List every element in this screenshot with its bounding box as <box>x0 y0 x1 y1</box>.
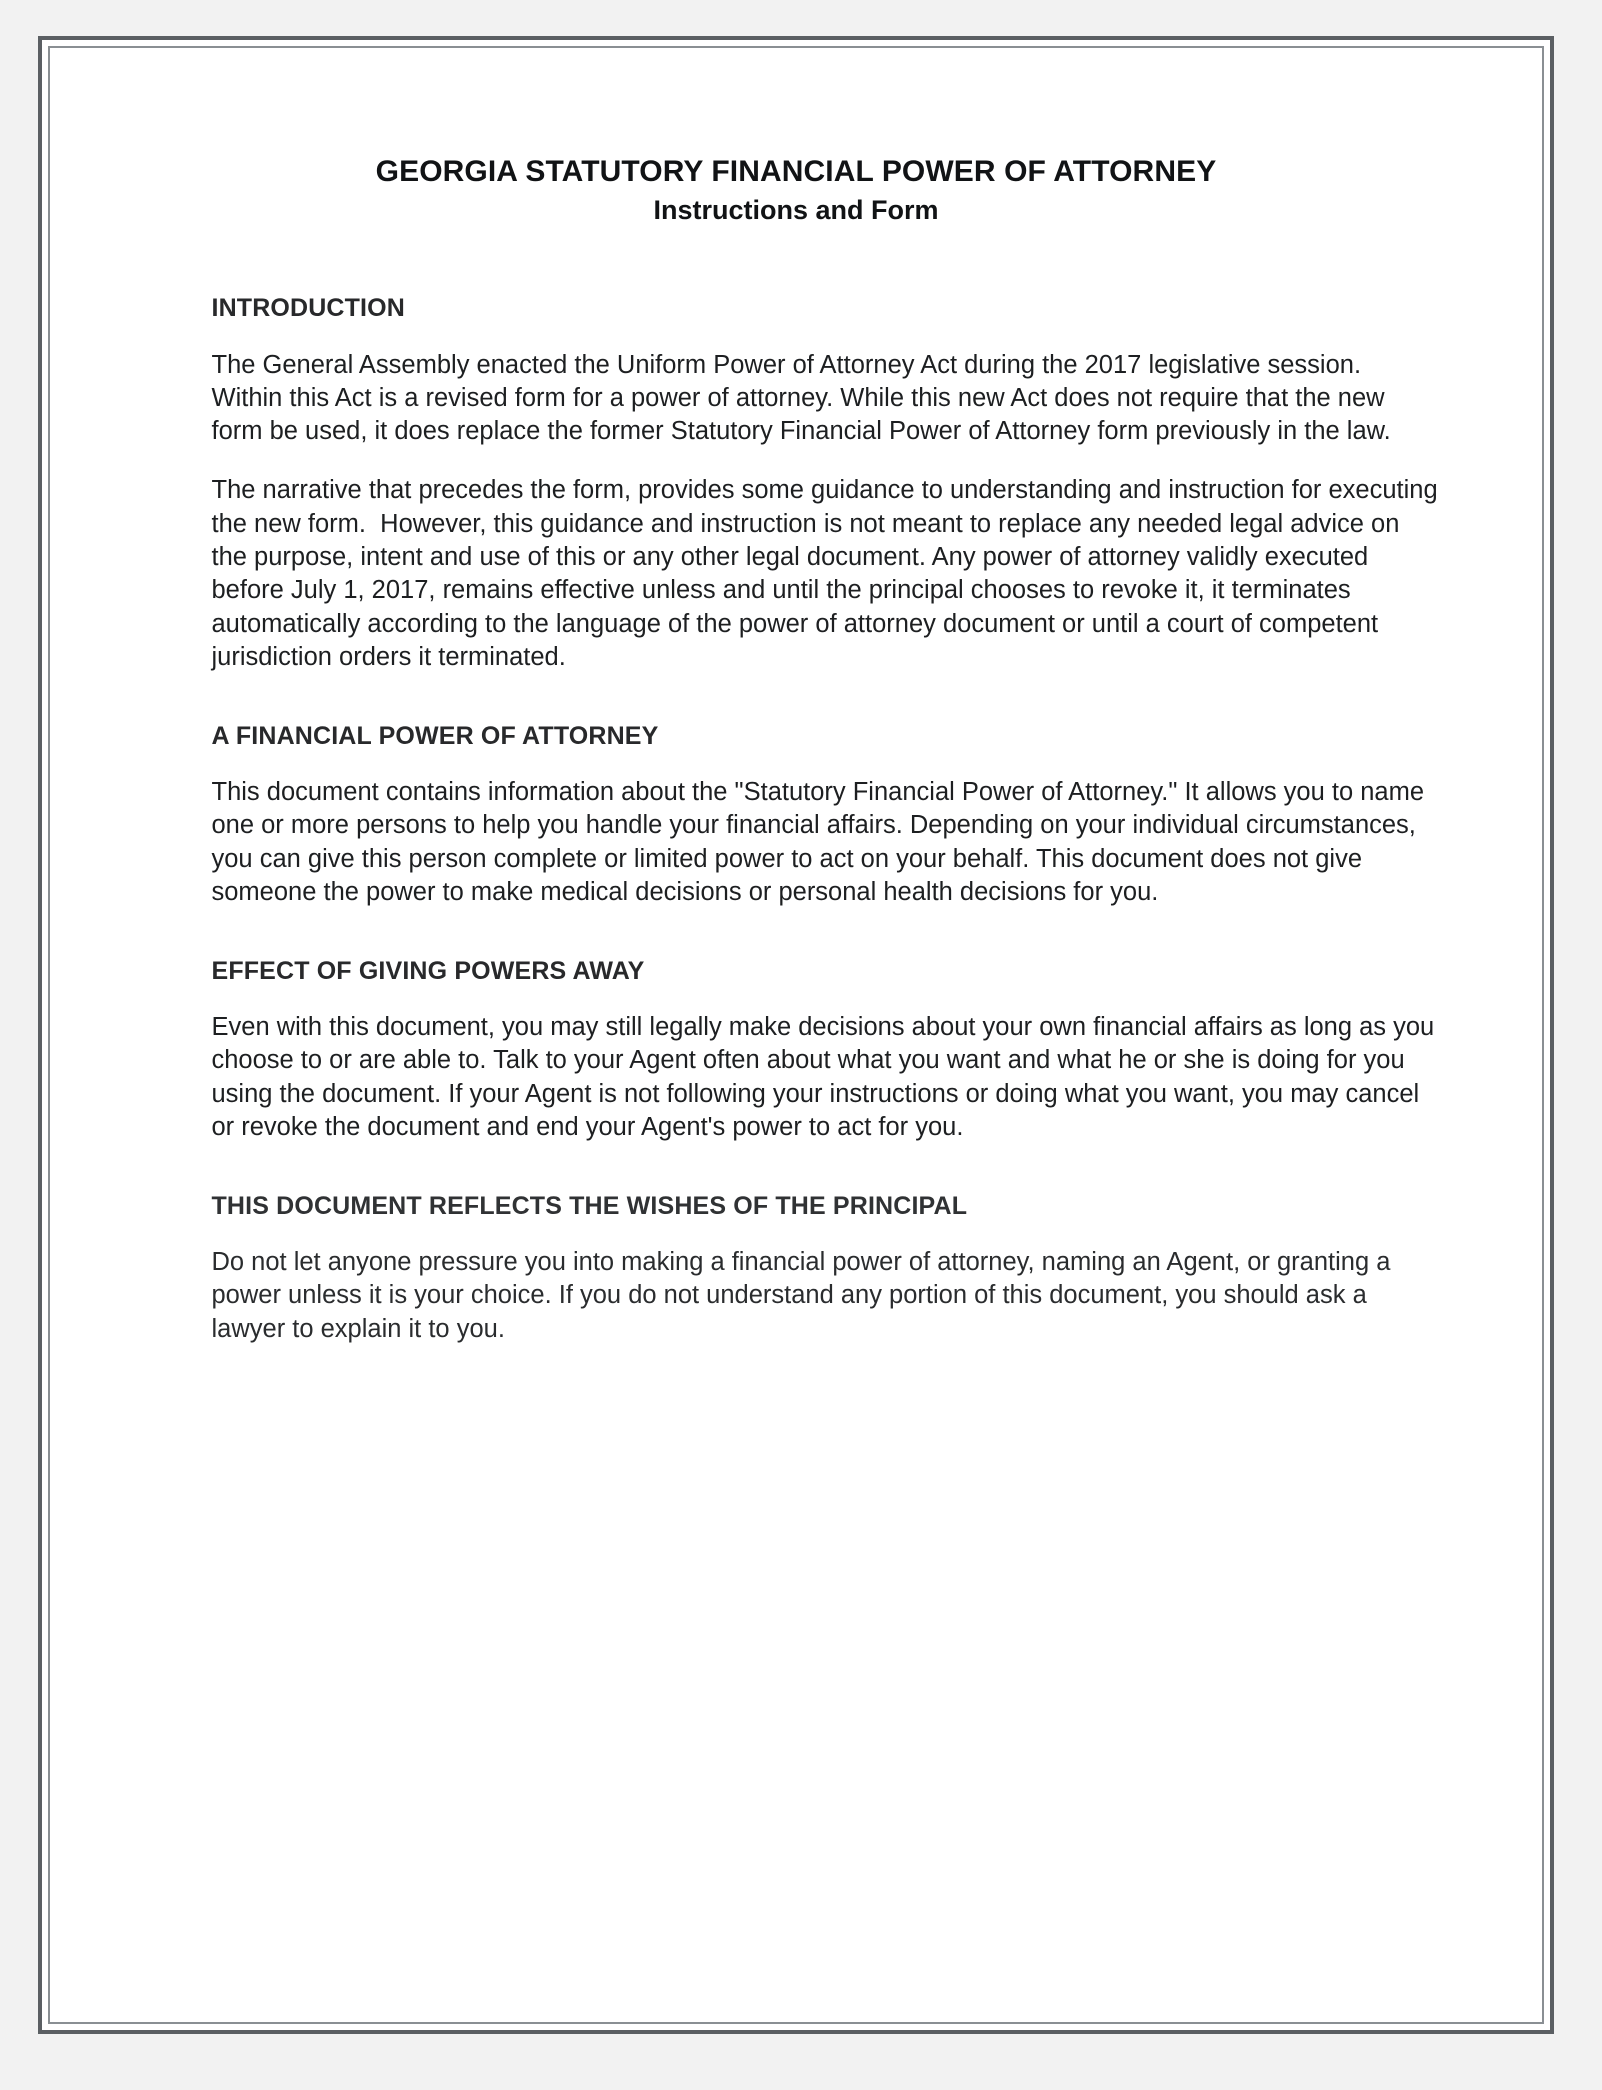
page-subtitle: Instructions and Form <box>653 194 939 225</box>
document-title-block <box>50 154 1542 228</box>
section-heading-effect-of-giving-powers-away: EFFECT OF GIVING POWERS AWAY <box>211 957 645 986</box>
paragraph-introduction-1: The General Assembly enacted the Uniform Power of Attorney Act during the 2017 legislative session. Within this Act is a revised form for a power of attorney. While this new Act does not require that the new form be used, it does replace the former Statutory Financial Power of Attorney form previously in the law. <box>211 350 1392 446</box>
section-heading-this-document-reflects-the-wishes-of-the-principal: THIS DOCUMENT REFLECTS THE WISHES OF THE PRINCIPAL <box>211 1192 968 1221</box>
page-outer-frame <box>38 36 1554 2034</box>
section-heading-a-financial-power-of-attorney: A FINANCIAL POWER OF ATTORNEY <box>211 722 659 751</box>
page-inner-frame <box>48 46 1544 2024</box>
paragraph-a-financial-power-of-attorney-1: This document contains information about the "Statutory Financial Power of Attorney." It allows you to name one or more persons to help you handle your financial affairs. Depending on your individual circumstances, you can give this person complete or limited power to act on your behalf. This document does not give someone the power to make medical decisions or personal health decisions for you. <box>211 778 1432 906</box>
paragraph-this-document-reflects-the-wishes-of-the-principal-1: Do not let anyone pressure you into making a financial power of attorney, naming an Agent, or granting a power unless it is your choice. If you do not understand any portion of this document, you should ask a lawyer to explain it to you. <box>211 1248 1398 1343</box>
document-body <box>154 293 1445 1346</box>
document-page <box>50 48 1542 2022</box>
paragraph-introduction-2: The narrative that precedes the form, provides some guidance to understanding and instruction for executing the new form. However, this guidance and instruction is not meant to replace any needed legal advice on the purpose, intent and use of this or any other legal document. Any power of attorney validly executed before July 1, 2017, remains effective unless and until the principal chooses to revoke it, it terminates automatically according to the language of the power of attorney document or until a court of competent jurisdiction orders it terminated. <box>211 476 1445 671</box>
section-heading-introduction: INTRODUCTION <box>211 293 405 322</box>
paragraph-effect-of-giving-powers-away-1: Even with this document, you may still legally make decisions about your own financial affairs as long as you choose to or are able to. Talk to your Agent often about what you want and what he or she is doing for you using the document. If your Agent is not following your instructions or doing what you want, you may cancel or revoke the document and end your Agent's power to act for you. <box>211 1013 1442 1141</box>
page-title: GEORGIA STATUTORY FINANCIAL POWER OF ATTORNEY <box>375 155 1217 188</box>
